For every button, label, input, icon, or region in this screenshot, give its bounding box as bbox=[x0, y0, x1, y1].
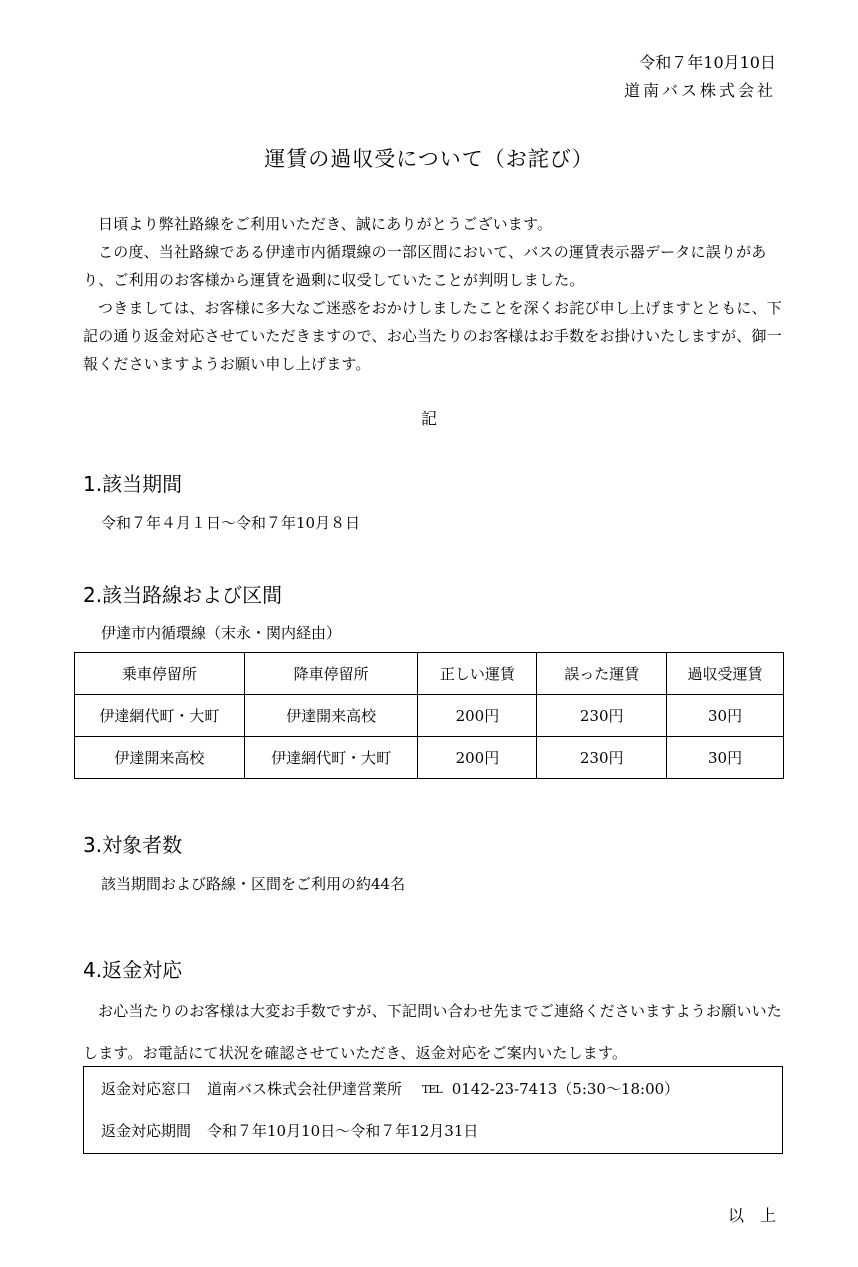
closing-mark: 以 上 bbox=[727, 1206, 776, 1225]
boarding-stop: 伊達網代町・大町 bbox=[75, 695, 245, 737]
boarding-stop: 伊達開来高校 bbox=[75, 737, 245, 779]
overcharge: 30円 bbox=[667, 737, 784, 779]
issue-date: 令和７年10月10日 bbox=[639, 53, 776, 72]
section-4-heading: 4.返金対応 bbox=[83, 958, 183, 982]
table-row bbox=[75, 695, 784, 737]
period-value: 令和７年10月10日～令和７年12月31日 bbox=[207, 1122, 479, 1140]
intro-paragraph-2: この度、当社路線である伊達市内循環線の一部区間において、バスの運賃表示器データに誤りがあり、ご利用のお客様から運賃を過剰に収受していたことが判明しました。 bbox=[83, 243, 767, 289]
contact-window-row bbox=[101, 1078, 679, 1099]
window-label: 返金対応窓口 bbox=[101, 1080, 192, 1098]
refund-paragraph: お心当たりのお客様は大変お手数ですが、下記問い合わせ先までご連絡くださいますようお願いいたします。お電話にて状況を確認させていただき、返金対応をご案内いたします。 bbox=[83, 1002, 783, 1062]
col-header-overcharge: 過収受運賃 bbox=[667, 653, 784, 695]
fare-table bbox=[74, 652, 784, 779]
alighting-stop: 伊達網代町・大町 bbox=[244, 737, 418, 779]
intro-text bbox=[83, 210, 783, 378]
window-value: 道南バス株式会社伊達営業所 bbox=[207, 1080, 403, 1098]
applicable-period: 令和７年４月１日～令和７年10月８日 bbox=[101, 514, 361, 532]
section-1-heading: 1.該当期間 bbox=[83, 472, 183, 496]
correct-fare: 200円 bbox=[418, 695, 537, 737]
table-header-row bbox=[75, 653, 784, 695]
route-name: 伊達市内循環線（末永・関内経由） bbox=[101, 624, 342, 642]
wrong-fare: 230円 bbox=[537, 695, 667, 737]
wrong-fare: 230円 bbox=[537, 737, 667, 779]
overcharge: 30円 bbox=[667, 695, 784, 737]
section-3-heading: 3.対象者数 bbox=[83, 833, 183, 857]
period-label: 返金対応期間 bbox=[101, 1122, 192, 1140]
page-title: 運賃の過収受について（お詫び） bbox=[264, 147, 594, 171]
alighting-stop: 伊達開来高校 bbox=[244, 695, 418, 737]
col-header-boarding-stop: 乗車停留所 bbox=[75, 653, 245, 695]
refund-text bbox=[83, 990, 783, 1074]
correct-fare: 200円 bbox=[418, 737, 537, 779]
section-2-heading: 2.該当路線および区間 bbox=[83, 583, 283, 607]
tel-mark: TEL bbox=[422, 1083, 442, 1096]
contact-box bbox=[83, 1066, 783, 1154]
ki-marker: 記 bbox=[420, 409, 437, 428]
col-header-alighting-stop: 降車停留所 bbox=[244, 653, 418, 695]
phone-number: 0142-23-7413（5:30～18:00） bbox=[451, 1080, 680, 1098]
intro-paragraph-3: つきましては、お客様に多大なご迷惑をおかけしましたことを深くお詫び申し上げますとともに、下記の通り返金対応させていただきますので、お心当たりのお客様はお手数をお掛けいたしますが、御一報くださいますようお願い申し上げます。 bbox=[83, 299, 783, 373]
table-row bbox=[75, 737, 784, 779]
intro-paragraph-1: 日頃より弊社路線をご利用いただき、誠にありがとうございます。 bbox=[98, 215, 553, 233]
col-header-wrong-fare: 誤った運賃 bbox=[537, 653, 667, 695]
company-name: 道南バス株式会社 bbox=[623, 81, 776, 100]
affected-count: 該当期間および路線・区間をご利用の約44名 bbox=[101, 875, 406, 893]
col-header-correct-fare: 正しい運賃 bbox=[418, 653, 537, 695]
contact-period-row bbox=[101, 1120, 478, 1141]
